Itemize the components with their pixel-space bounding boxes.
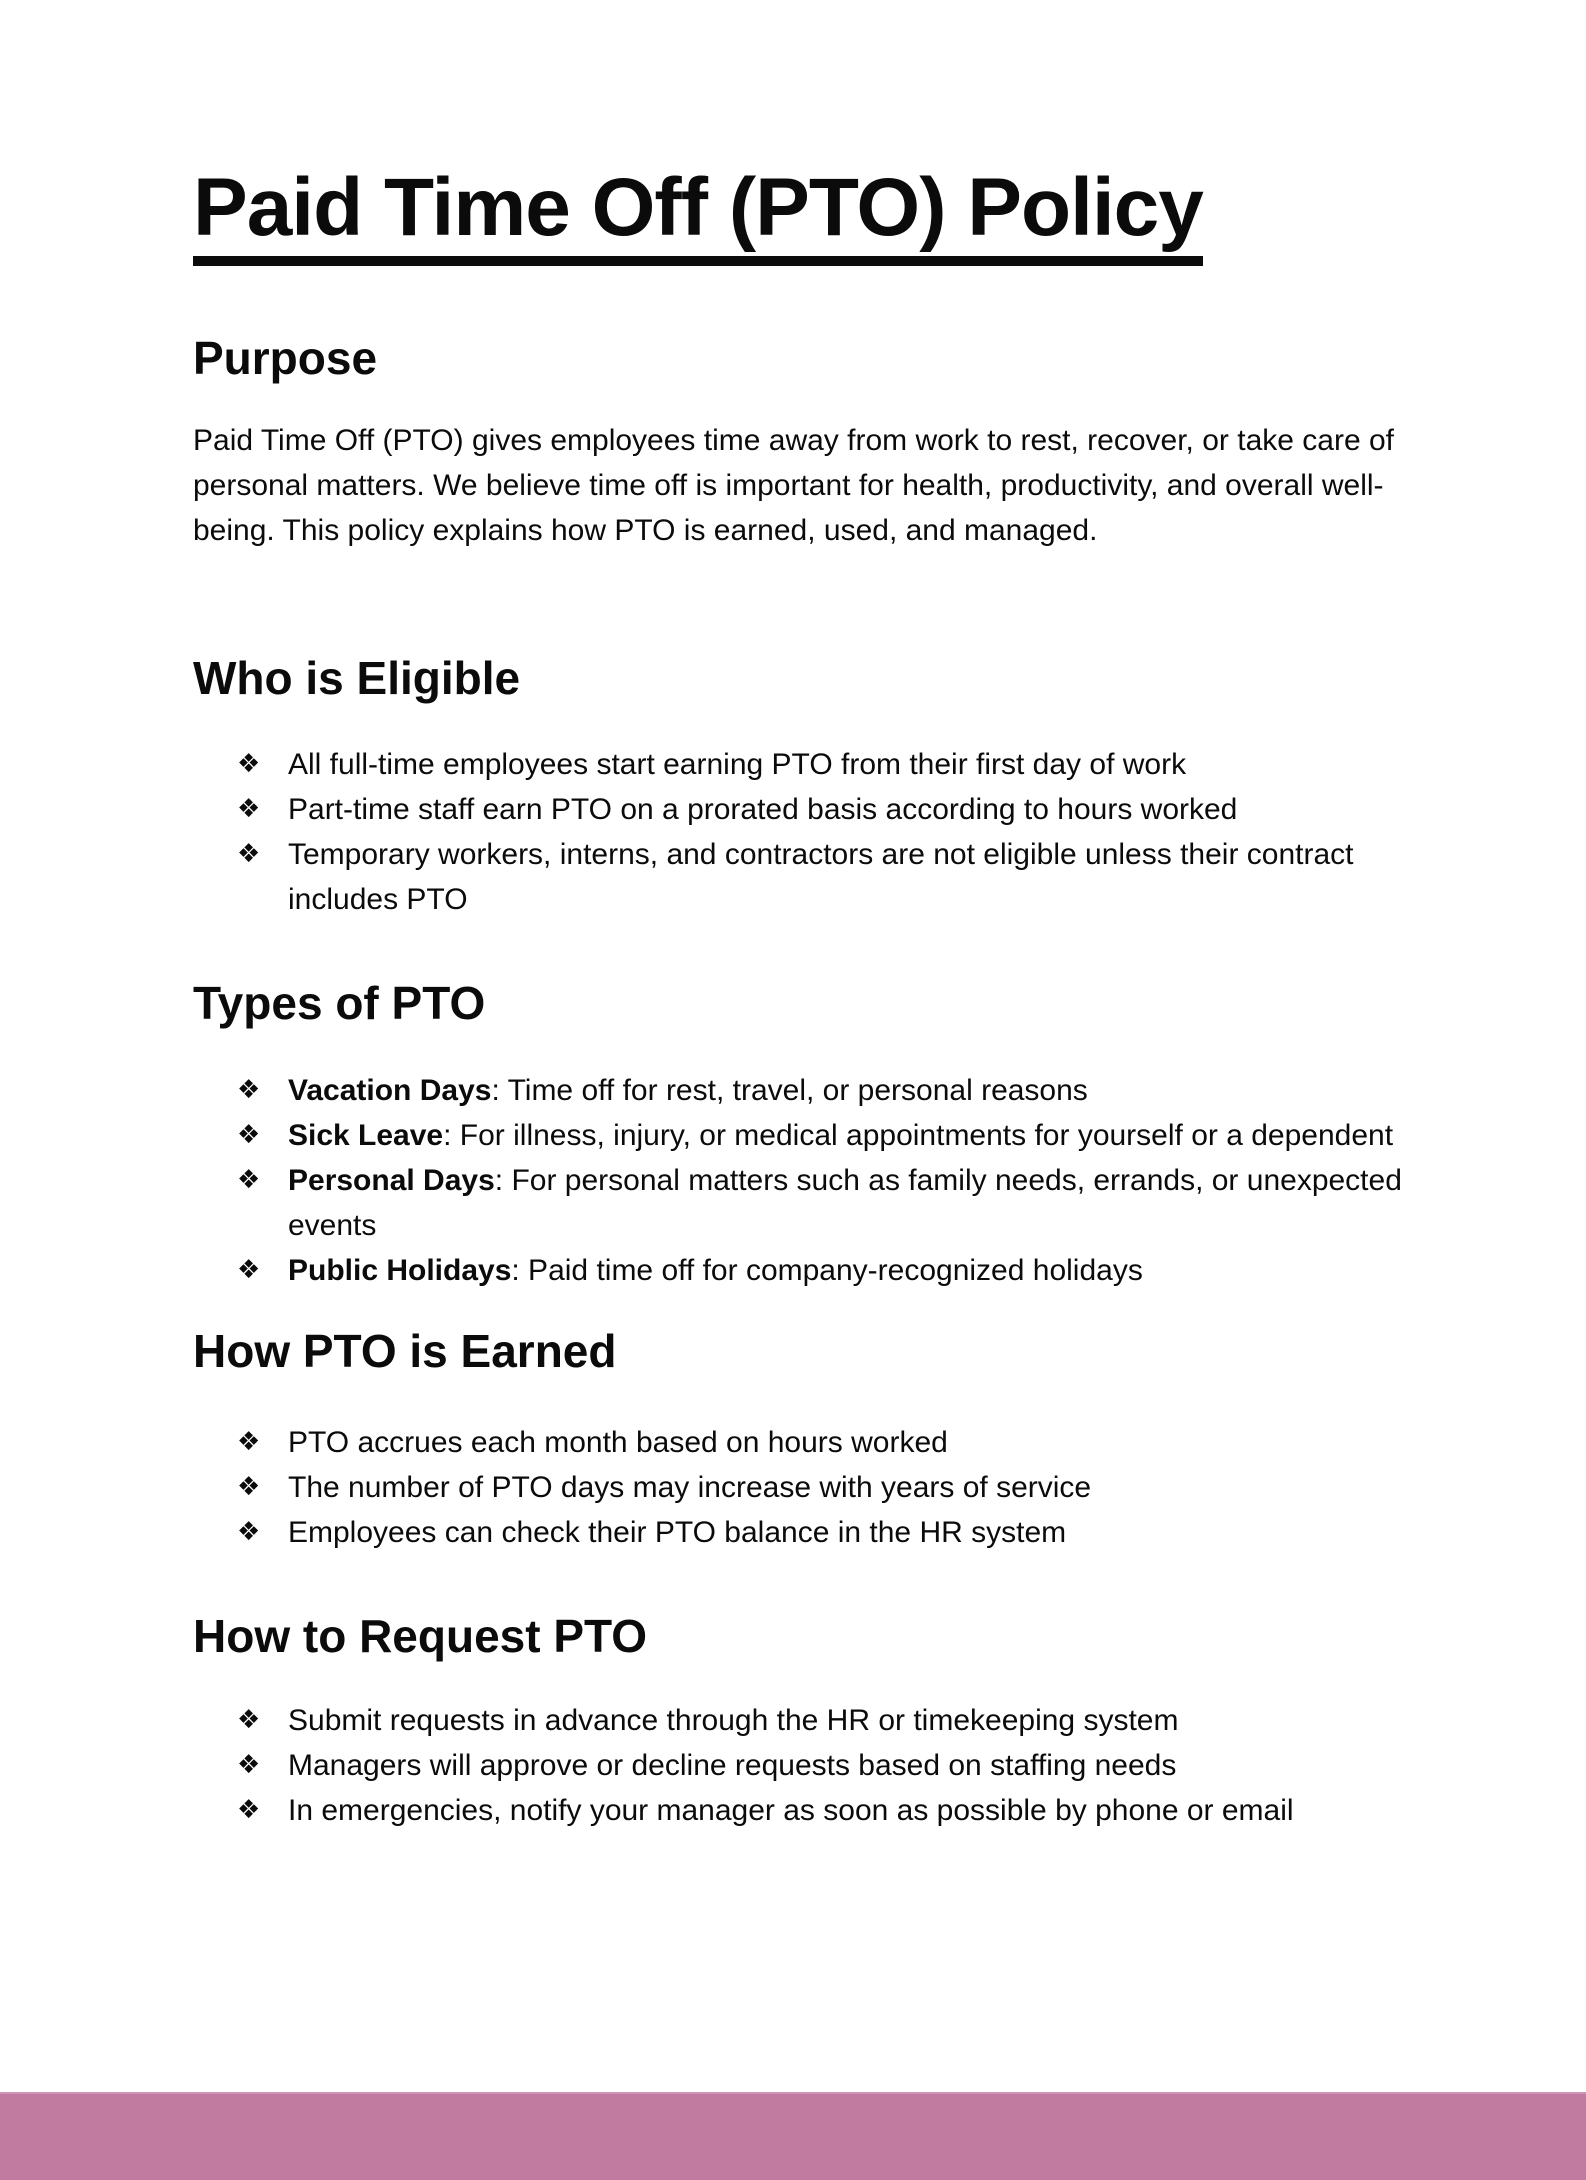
page-footer-accent-bar (0, 2092, 1586, 2180)
list-item (193, 1743, 1405, 1788)
types-bullet-list (193, 1068, 1405, 1316)
diamond-bullet-icon: ❖ (237, 1120, 261, 1150)
purpose-paragraph: Paid Time Off (PTO) gives employees time away from work to rest, recover, or take care of personal matters. We believe time off is important for health, productivity, and overall well-being. This policy explains how PTO is earned, used, and managed. (193, 424, 1394, 547)
diamond-bullet-icon: ❖ (237, 839, 261, 869)
document-title-text: Paid Time Off (PTO) Policy (193, 160, 1203, 266)
list-item (193, 787, 1405, 832)
list-item-text: Submit requests in advance through the HR or timekeeping system (288, 1704, 1179, 1737)
list-item-text: All full-time employees start earning PTO from their first day of work (288, 748, 1187, 781)
list-item-clipped (193, 1248, 1405, 1293)
diamond-bullet-icon: ❖ (237, 1517, 261, 1547)
list-item-text: In emergencies, notify your manager as soon as possible by phone or email (288, 1794, 1294, 1827)
list-item-text: Temporary workers, interns, and contractors are not eligible unless their contract includes PTO (288, 838, 1354, 916)
diamond-bullet-icon: ❖ (237, 1472, 261, 1502)
diamond-bullet-icon: ❖ (237, 1795, 261, 1825)
section-heading-purpose: Purpose (193, 332, 378, 384)
list-item (193, 1698, 1405, 1743)
document-title (193, 160, 1533, 266)
diamond-bullet-icon: ❖ (237, 1165, 261, 1195)
diamond-bullet-icon: ❖ (237, 1255, 261, 1285)
earned-bullet-list (193, 1420, 1405, 1555)
section-heading-types: Types of PTO (193, 977, 486, 1029)
list-item-text: : For personal matters such as family needs, errands, or unexpected events (288, 1164, 1402, 1242)
section-heading-eligibility: Who is Eligible (193, 652, 521, 704)
diamond-bullet-icon: ❖ (237, 1705, 261, 1735)
list-item-label: Sick Leave (288, 1119, 444, 1152)
list-item (193, 1113, 1405, 1158)
list-item (193, 1420, 1405, 1465)
list-item-label: Personal Days (288, 1164, 495, 1197)
diamond-bullet-icon: ❖ (237, 749, 261, 779)
diamond-bullet-icon: ❖ (237, 1750, 261, 1780)
list-item-text: Employees can check their PTO balance in the HR system (288, 1516, 1067, 1549)
list-item (193, 1068, 1405, 1113)
list-item-text: : Time off for rest, travel, or personal reasons (491, 1074, 1088, 1107)
diamond-bullet-icon: ❖ (237, 1427, 261, 1457)
section-heading-request: How to Request PTO (193, 1610, 648, 1662)
list-item-text: PTO accrues each month based on hours worked (288, 1426, 948, 1459)
list-item-text: : For illness, injury, or medical appointments for yourself or a dependent (443, 1119, 1394, 1152)
list-item-text: Part-time staff earn PTO on a prorated basis according to hours worked (288, 793, 1238, 826)
list-item (193, 1465, 1405, 1510)
list-item (193, 742, 1405, 787)
list-item-label: Public Holidays (288, 1254, 512, 1287)
list-item (193, 1788, 1405, 1833)
diamond-bullet-icon: ❖ (237, 794, 261, 824)
diamond-bullet-icon: ❖ (237, 1075, 261, 1105)
list-item-label: Vacation Days (288, 1074, 492, 1107)
list-item (193, 832, 1405, 922)
list-item-text: Managers will approve or decline requests based on staffing needs (288, 1749, 1177, 1782)
eligibility-bullet-list (193, 742, 1405, 922)
list-item-text: The number of PTO days may increase with years of service (288, 1471, 1092, 1504)
list-item (193, 1158, 1405, 1248)
list-item-text: : Paid time off for company-recognized holidays (511, 1254, 1143, 1287)
list-item (193, 1510, 1405, 1555)
section-heading-earned: How PTO is Earned (193, 1325, 617, 1377)
request-bullet-list (193, 1698, 1405, 1833)
